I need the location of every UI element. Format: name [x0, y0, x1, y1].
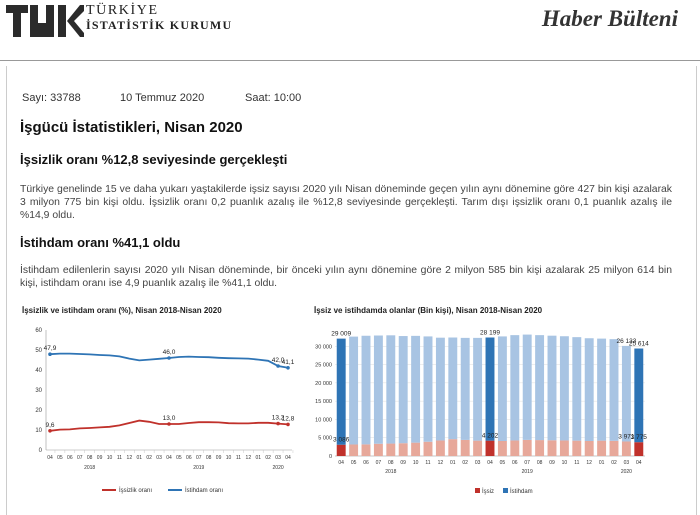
x-tick-label: 04 — [47, 455, 53, 461]
section1-paragraph: Türkiye genelinde 15 ve daha yukarı yaştakilerde işsiz sayısı 2020 yılı Nisan döneminde geçen yılın aynı dönemine göre 427 bin kişi azalarak 3 milyon 775 bin kişi oldu. İşsizlik oranı 0,2 puanlık azalış ile %12,8 seviyesinde gerçekleşti. Tarım dışı işsizlik oranı 0,1 puanlık azalış ile %14,9 oldu. — [20, 184, 672, 221]
bar-employed — [411, 336, 420, 443]
bar-unemployed — [634, 442, 643, 456]
bulletin-title: Haber Bülteni — [541, 6, 678, 31]
bar-employed — [349, 337, 358, 445]
x-tick-label: 06 — [186, 455, 192, 461]
bar-employed — [461, 338, 470, 440]
section2-heading: İstihdam oranı %41,1 oldu — [20, 235, 181, 250]
x-tick-label: 07 — [195, 455, 202, 461]
bar-employed — [436, 338, 445, 441]
section2-paragraph: İstihdam edilenlerin sayısı 2020 yılı Nisan döneminde, bir önceki yılın aynı dönemine göre 2 milyon 585 bin kişi azalarak 25 milyon 614 bin kişi, istihdam oranı ise 4,9 puanlık azalış ile %41,1 oldu. — [20, 265, 672, 289]
x-tick-label: 12 — [126, 455, 133, 461]
year-label: 2018 — [385, 469, 397, 475]
bar-employed — [634, 349, 643, 443]
x-tick-label: 02 — [611, 460, 617, 466]
bar-unemployed — [349, 444, 358, 456]
bar-employed — [498, 336, 507, 441]
bar-unemployed — [362, 444, 371, 456]
x-tick-label: 08 — [536, 460, 543, 466]
legend-label-unemployment: İşsizlik oranı — [119, 488, 153, 494]
bar-employed — [386, 335, 395, 443]
page-border-left — [6, 66, 7, 515]
data-label-employed: 28 199 — [480, 329, 500, 337]
bar-unemployed — [548, 440, 557, 456]
x-tick-label: 04 — [487, 460, 493, 466]
x-tick-label: 04 — [338, 460, 344, 466]
data-label: 9,6 — [45, 421, 55, 429]
bar-chart — [305, 322, 653, 502]
bar-unemployed — [585, 441, 594, 456]
x-tick-label: 07 — [76, 455, 83, 461]
bar-employed — [486, 338, 495, 441]
bar-unemployed — [510, 440, 519, 456]
legend-label-employment: İstihdam oranı — [185, 488, 224, 494]
data-point — [286, 423, 290, 427]
x-tick-label: 03 — [623, 460, 630, 466]
bar-employed — [585, 338, 594, 441]
x-tick-label: 08 — [86, 455, 93, 461]
x-tick-label: 07 — [375, 460, 382, 466]
x-tick-label: 05 — [499, 460, 506, 466]
data-label: 41,1 — [281, 358, 295, 366]
legend-label-employed: İstihdam — [510, 489, 533, 495]
x-tick-label: 12 — [245, 455, 252, 461]
bar-unemployed — [386, 444, 395, 456]
bulletin-time: Saat: 10:00 — [245, 92, 302, 104]
bar-unemployed — [374, 444, 383, 456]
legend-swatch-unemployed — [475, 488, 480, 493]
bar-unemployed — [610, 441, 619, 456]
data-label-unemployed: 3 775 — [630, 434, 647, 442]
year-label: 2019 — [193, 465, 205, 471]
data-point — [276, 422, 280, 426]
page-title: İşgücü İstatistikleri, Nisan 2020 — [20, 119, 243, 136]
x-tick-label: 11 — [574, 460, 580, 466]
x-tick-label: 01 — [255, 455, 262, 461]
bar-employed — [399, 336, 408, 443]
x-tick-label: 09 — [400, 460, 406, 466]
x-tick-label: 12 — [586, 460, 592, 466]
y-tick-label: 0 — [38, 448, 42, 454]
page-border-right — [696, 66, 697, 515]
y-tick-label: 10 000 — [315, 417, 332, 424]
data-label-employed: 25 614 — [628, 340, 649, 348]
year-label: 2018 — [84, 465, 96, 471]
x-tick-label: 08 — [205, 455, 212, 461]
legend-label-unemployed: İşsiz — [482, 489, 494, 495]
data-label: 12,8 — [281, 415, 295, 423]
x-tick-label: 01 — [598, 460, 605, 466]
x-tick-label: 05 — [350, 460, 357, 466]
x-tick-label: 02 — [265, 455, 271, 461]
section1-heading: İşsizlik oranı %12,8 seviyesinde gerçekleşti — [20, 152, 288, 167]
bar-employed — [572, 337, 581, 440]
bulletin-date: 10 Temmuz 2020 — [120, 92, 205, 104]
x-tick-label: 04 — [636, 460, 642, 466]
y-tick-label: 50 — [35, 348, 42, 354]
y-tick-label: 25 000 — [315, 362, 332, 369]
y-tick-label: 10 — [35, 428, 42, 434]
header-divider — [0, 60, 700, 61]
x-tick-label: 08 — [388, 460, 394, 466]
data-label-unemployed: 3 971 — [618, 433, 635, 441]
institution-line1: TÜRKİYE — [86, 3, 159, 18]
x-tick-label: 09 — [549, 460, 555, 466]
bar-unemployed — [535, 440, 544, 456]
bar-unemployed — [424, 442, 433, 456]
x-tick-label: 10 — [106, 455, 113, 461]
x-tick-label: 10 — [412, 460, 419, 466]
data-label: 42,0 — [271, 357, 285, 364]
bulletin-number: Sayı: 33788 — [22, 92, 81, 104]
data-point — [276, 364, 280, 368]
y-tick-label: 20 — [35, 408, 42, 414]
bar-employed — [337, 339, 346, 445]
x-tick-label: 12 — [437, 460, 444, 466]
bar-unemployed — [448, 439, 457, 456]
year-label: 2020 — [620, 469, 632, 475]
x-tick-label: 02 — [462, 460, 468, 466]
x-tick-label: 01 — [450, 460, 456, 466]
tuik-logo — [6, 3, 84, 39]
data-point — [286, 366, 290, 370]
data-label: 47,9 — [43, 345, 57, 353]
y-tick-label: 30 000 — [315, 344, 332, 351]
line-chart-title: İşsizlik ve istihdam oranı (%), Nisan 2018-Nisan 2020 — [22, 306, 222, 315]
x-tick-label: 10 — [561, 460, 568, 466]
data-label-unemployed: 3 086 — [333, 436, 350, 444]
y-tick-label: 5 000 — [318, 435, 332, 442]
y-tick-label: 60 — [35, 328, 42, 334]
x-tick-label: 03 — [275, 455, 281, 461]
data-label: 13,2 — [271, 414, 285, 422]
bar-unemployed — [436, 440, 445, 456]
x-tick-label: 09 — [215, 455, 222, 461]
data-point — [48, 352, 52, 356]
bar-employed — [548, 336, 557, 441]
bar-unemployed — [337, 445, 346, 456]
y-tick-label: 20 000 — [315, 380, 332, 387]
bar-employed — [560, 336, 569, 440]
data-label-employed: 26 133 — [616, 337, 637, 345]
bar-unemployed — [622, 441, 631, 456]
header — [0, 0, 700, 58]
data-label: 13,0 — [162, 415, 176, 422]
y-tick-label: 40 — [35, 368, 42, 374]
bar-unemployed — [461, 440, 470, 456]
data-point — [167, 356, 171, 360]
year-label: 2020 — [272, 465, 284, 471]
x-tick-label: 03 — [156, 455, 162, 461]
data-label-unemployed: 4 202 — [481, 432, 499, 440]
x-tick-label: 11 — [425, 460, 431, 466]
x-tick-label: 07 — [524, 460, 530, 466]
bar-employed — [622, 346, 631, 442]
bar-unemployed — [560, 440, 569, 456]
bar-unemployed — [473, 441, 482, 456]
y-tick-label: 15 000 — [315, 399, 332, 406]
bar-employed — [610, 339, 619, 441]
bar-employed — [448, 338, 457, 440]
x-tick-label: 09 — [96, 455, 103, 461]
legend-swatch-employed — [503, 488, 508, 493]
x-tick-label: 11 — [235, 455, 242, 461]
x-tick-label: 02 — [146, 455, 152, 461]
year-label: 2019 — [521, 469, 533, 475]
bar-chart-title: İşsiz ve istihdamda olanlar (Bin kişi), Nisan 2018-Nisan 2020 — [314, 306, 543, 315]
institution-name — [86, 3, 232, 33]
bar-employed — [424, 336, 433, 441]
bar-unemployed — [498, 441, 507, 456]
x-tick-label: 06 — [363, 460, 369, 466]
bar-employed — [510, 335, 519, 440]
bar-unemployed — [572, 441, 581, 456]
bar-employed — [473, 338, 482, 441]
x-tick-label: 05 — [57, 455, 63, 461]
x-tick-label: 11 — [116, 455, 123, 461]
x-tick-label: 10 — [225, 455, 232, 461]
bar-unemployed — [523, 440, 532, 456]
bar-unemployed — [399, 443, 408, 456]
y-tick-label: 0 — [328, 454, 332, 460]
x-tick-label: 05 — [176, 455, 182, 461]
y-tick-label: 30 — [35, 388, 42, 394]
data-point — [167, 422, 171, 426]
bar-employed — [535, 335, 544, 440]
x-tick-label: 03 — [474, 460, 481, 466]
bar-unemployed — [486, 441, 495, 456]
x-tick-label: 06 — [67, 455, 73, 461]
x-tick-label: 06 — [512, 460, 518, 466]
line-chart — [20, 322, 300, 500]
x-tick-label: 04 — [166, 455, 172, 461]
institution-line2: İSTATİSTİK KURUMU — [86, 18, 233, 32]
bar-employed — [597, 339, 606, 441]
x-tick-label: 01 — [136, 455, 143, 461]
data-label-employed: 29 009 — [331, 330, 352, 338]
bar-employed — [523, 335, 532, 440]
bar-unemployed — [411, 443, 420, 456]
x-tick-label: 04 — [285, 455, 291, 461]
bar-employed — [374, 335, 383, 443]
bar-unemployed — [597, 441, 606, 456]
data-point — [48, 429, 52, 433]
bar-employed — [362, 336, 371, 445]
data-label: 46,0 — [162, 349, 176, 356]
